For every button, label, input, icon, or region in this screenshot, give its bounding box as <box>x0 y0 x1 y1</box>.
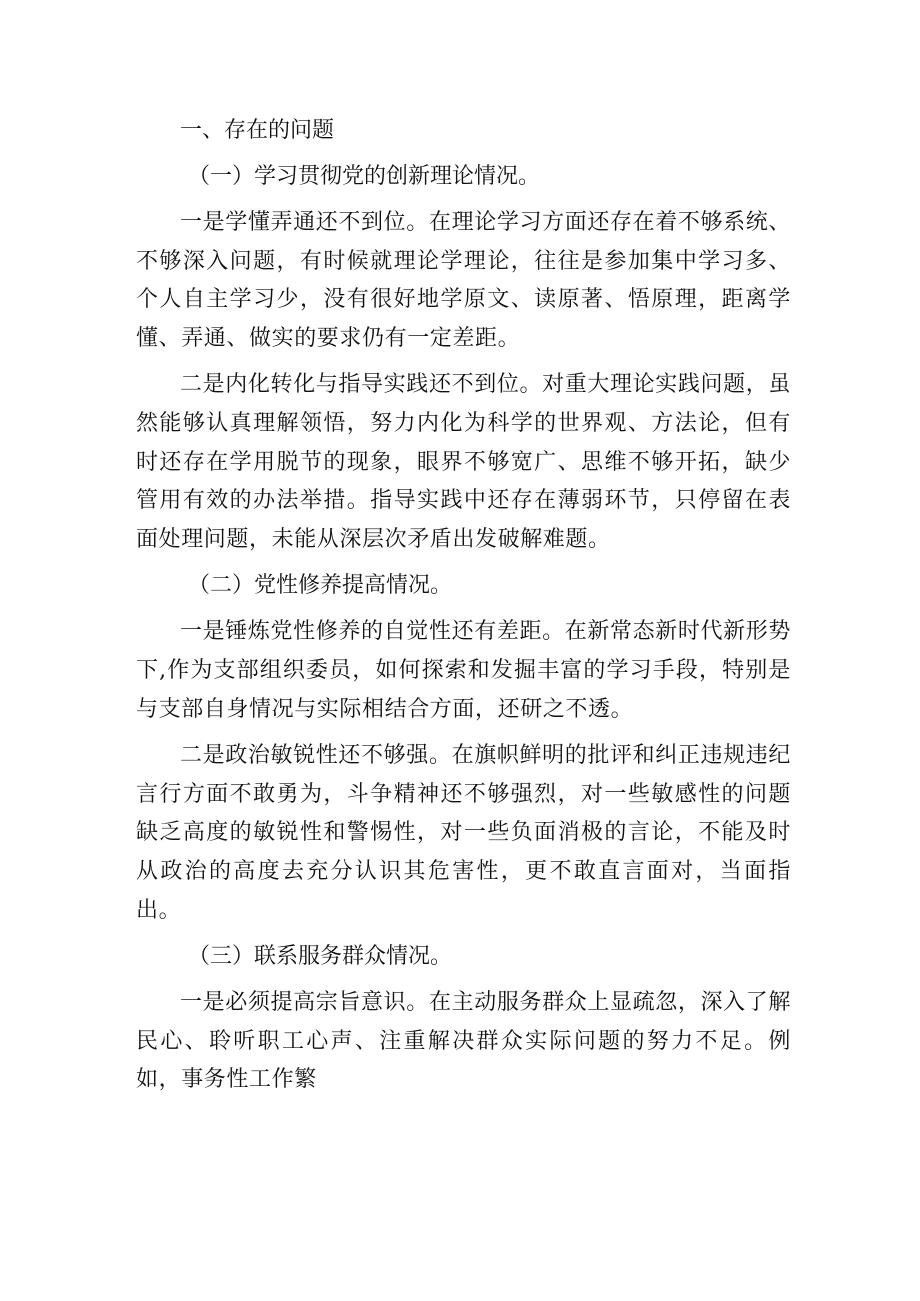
subsection-heading-1: （一）学习贯彻党的创新理论情况。 <box>188 164 541 189</box>
paragraph: 一是锤炼党性修养的自觉性还有差距。在新常态新时代新形势下,作为支部组织委员，如何探索和发掘丰富的学习手段，特别是与支部自身情况与实际相结合方面，还研之不透。 <box>136 619 791 722</box>
paragraph: 二是内化转化与指导实践还不到位。对重大理论实践问题，虽然能够认真理解领悟，努力内化为科学的世界观、方法论，但有时还存在学用脱节的现象，眼界不够宽广、思维不够开拓，缺少管用有效的办法举措。指导实践中还存在薄弱环节，只停留在表面处理问题，未能从深层次矛盾出发破解难题。 <box>136 372 791 552</box>
paragraph: 二是政治敏锐性还不够强。在旗帜鲜明的批评和纠正违规违纪言行方面不敢勇为，斗争精神还不够强烈，对一些敏感性的问题缺乏高度的敏锐性和警惕性，对一些负面消极的言论，不能及时从政治的高度去充分认识其危害性，更不敢直言面对，当面指出。 <box>136 743 791 923</box>
document-body <box>136 112 791 1108</box>
subsection-heading-3: （三）联系服务群众情况。 <box>188 944 453 970</box>
paragraph: 一是必须提高宗旨意识。在主动服务群众上显疏忽，深入了解民心、聆听职工心声、注重解决群众实际问题的努力不足。例如，事务性工作繁 <box>136 990 791 1093</box>
paragraph: 一是学懂弄通还不到位。在理论学习方面还存在着不够系统、不够深入问题，有时候就理论学理论，往往是参加集中学习多、个人自主学习少，没有很好地学原文、读原著、悟原理，距离学懂、弄通、做实的要求仍有一定差距。 <box>136 210 791 351</box>
section-title: 一、存在的问题 <box>180 118 335 143</box>
subsection-heading-2: （二）党性修养提高情况。 <box>188 573 453 599</box>
